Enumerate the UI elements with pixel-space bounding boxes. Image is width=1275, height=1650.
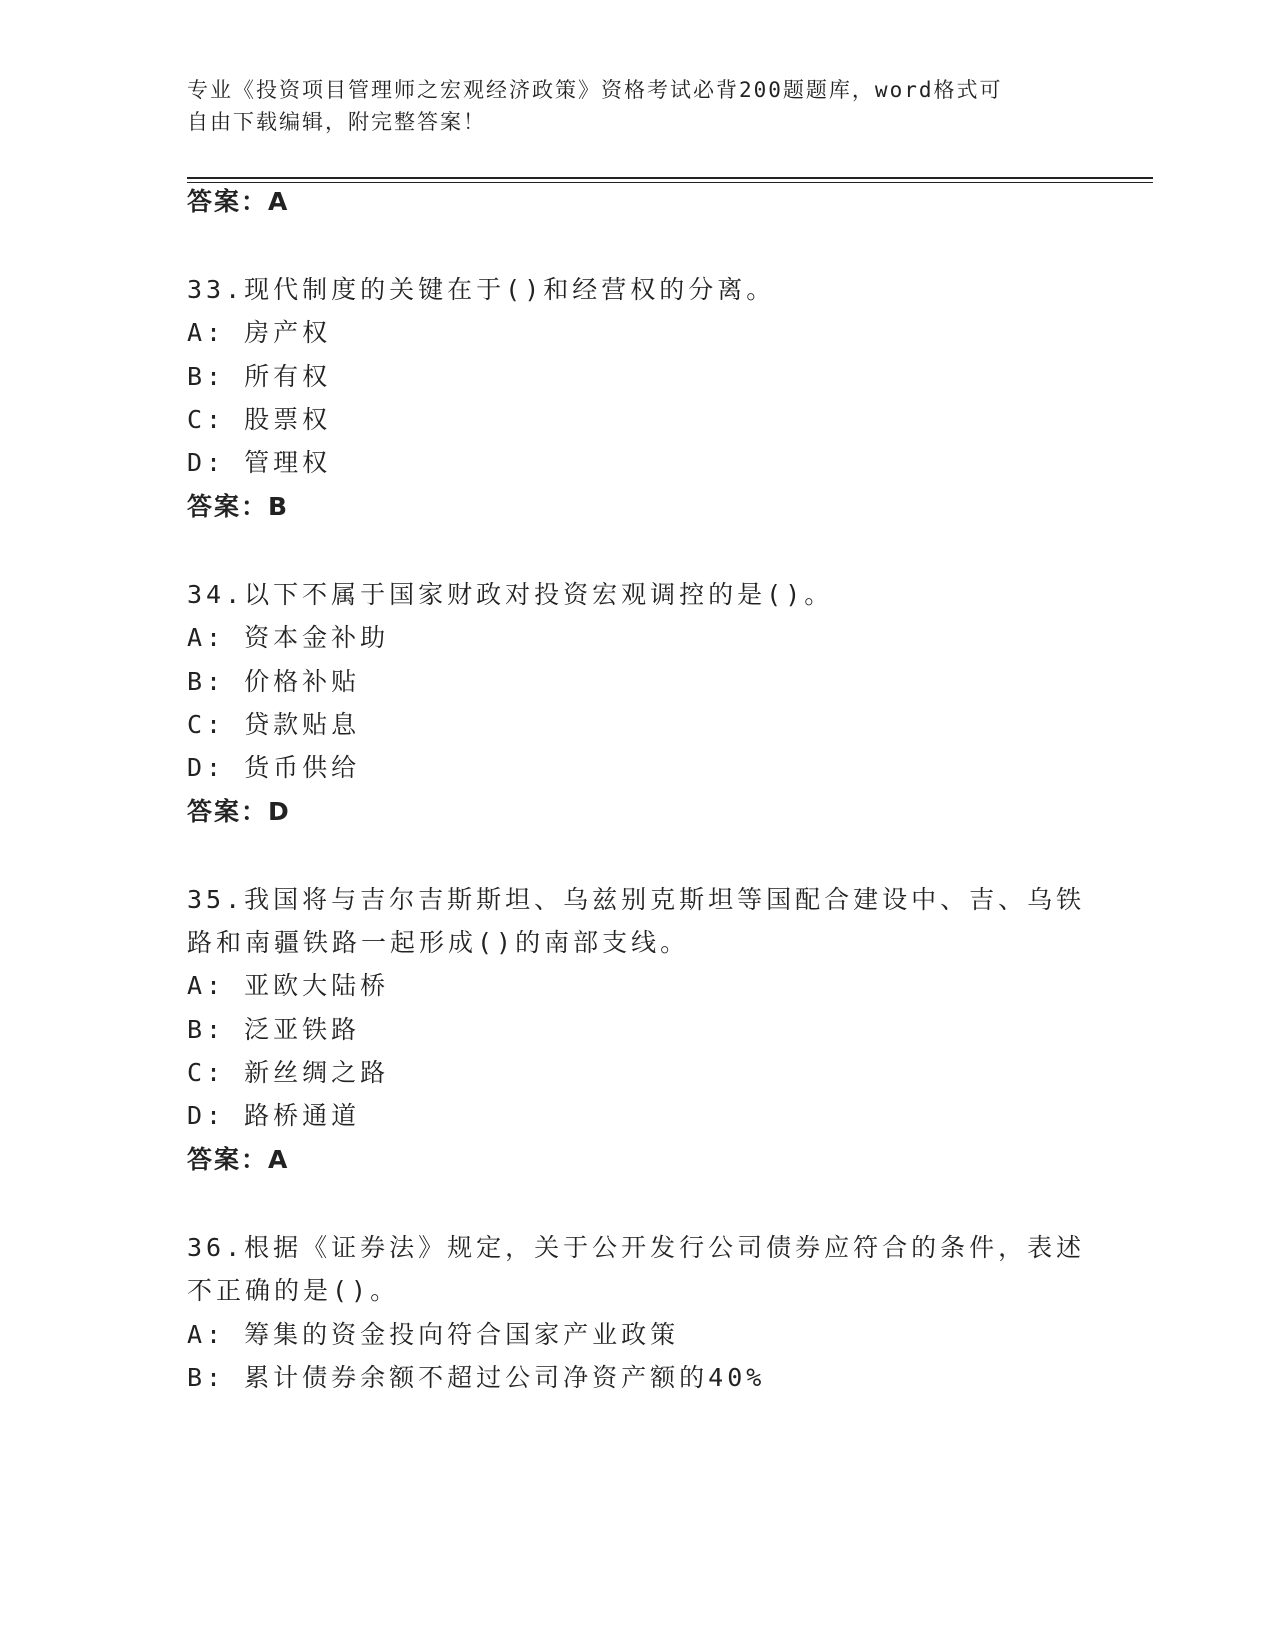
option-a: A: 筹集的资金投向符合国家产业政策	[187, 1320, 680, 1349]
option-b: B: 价格补贴	[187, 667, 361, 696]
option-b: B: 泛亚铁路	[187, 1015, 361, 1044]
question-stem: 35.我国将与吉尔吉斯斯坦、乌兹别克斯坦等国配合建设中、吉、乌铁	[187, 885, 1086, 914]
header-line-1: 专业《投资项目管理师之宏观经济政策》资格考试必背200题题库，word格式可	[187, 78, 1003, 102]
question-stem: 36.根据《证券法》规定，关于公开发行公司债券应符合的条件，表述	[187, 1233, 1086, 1262]
option-d: D: 货币供给	[187, 753, 361, 782]
header-divider-thick	[187, 177, 1153, 179]
answer-line: 答案：A	[187, 1145, 290, 1174]
option-c: C: 新丝绸之路	[187, 1058, 390, 1087]
option-d: D: 管理权	[187, 448, 332, 477]
option-c: C: 股票权	[187, 405, 332, 434]
question-stem-continued: 路和南疆铁路一起形成()的南部支线。	[187, 928, 690, 957]
question-stem-continued: 不正确的是()。	[187, 1276, 400, 1305]
answer-line: 答案：B	[187, 492, 290, 521]
option-b: B: 所有权	[187, 362, 332, 391]
option-a: A: 亚欧大陆桥	[187, 971, 390, 1000]
answer-line: 答案：A	[187, 187, 290, 216]
answer-line: 答案：D	[187, 797, 291, 826]
question-stem: 33.现代制度的关键在于()和经营权的分离。	[187, 275, 776, 304]
option-d: D: 路桥通道	[187, 1101, 361, 1130]
document-header	[187, 74, 1067, 138]
option-a: A: 资本金补助	[187, 623, 390, 652]
option-c: C: 贷款贴息	[187, 710, 361, 739]
question-stem: 34.以下不属于国家财政对投资宏观调控的是()。	[187, 580, 834, 609]
option-a: A: 房产权	[187, 318, 332, 347]
header-divider-thin	[187, 182, 1153, 183]
option-b: B: 累计债券余额不超过公司净资产额的40%	[187, 1363, 766, 1392]
header-line-2: 自由下载编辑，附完整答案！	[187, 110, 486, 134]
